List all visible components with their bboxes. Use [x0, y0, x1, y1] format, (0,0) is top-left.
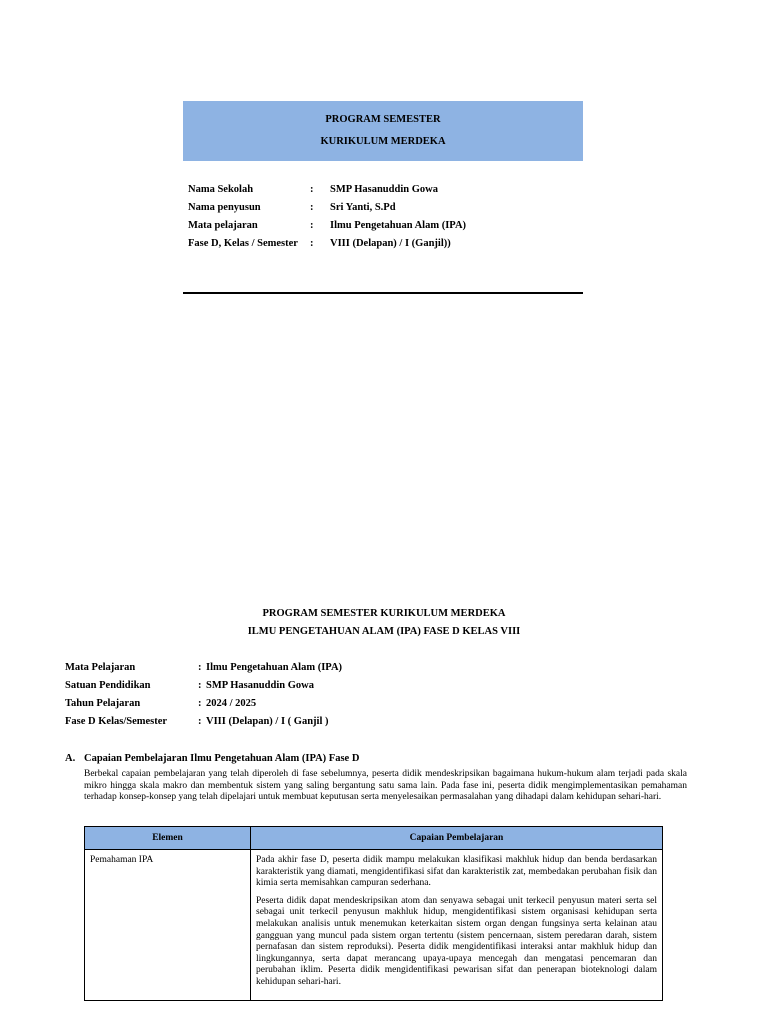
cover-title-box — [183, 101, 583, 161]
info-label: Mata pelajaran — [188, 220, 258, 231]
meta-colon: : — [198, 680, 202, 691]
cover-info — [188, 183, 466, 255]
info-label: Fase D, Kelas / Semester — [188, 238, 298, 249]
meta-label: Tahun Pelajaran — [65, 698, 141, 709]
meta-row — [65, 661, 342, 679]
info-value: VIII (Delapan) / I (Ganjil)) — [330, 238, 451, 249]
info-colon: : — [310, 220, 314, 231]
info-label: Nama Sekolah — [188, 184, 254, 195]
capaian-table — [84, 826, 663, 1001]
info-label: Nama penyusun — [188, 202, 261, 213]
section-a-heading — [65, 753, 359, 764]
meta-value: Ilmu Pengetahuan Alam (IPA) — [206, 662, 343, 673]
meta-row — [65, 679, 342, 697]
meta-label: Fase D Kelas/Semester — [65, 716, 168, 727]
meta-label: Satuan Pendidikan — [65, 680, 151, 691]
cover-divider — [183, 292, 583, 294]
info-value: Sri Yanti, S.Pd — [330, 202, 396, 213]
capaian-paragraph-2: Peserta didik dapat mendeskripsikan atom dan senyawa sebagai unit terkecil penyusun materi serta sel sebagai unit terkecil penyusun makhluk hidup, mengidentifikasi sistem organisasi kehidupan serta melakukan analisis untuk menemukan keterkaitan sistem organ dengan fungsinya serta kelainan atau gangguan yang muncul pada sistem organ tertentu (sistem pencernaan, sistem peredaran darah, sistem pernafasan dan sistem reproduksi). Peserta didik mengidentifikasi interaksi antar makhluk hidup dan lingkungannya, serta dapat merancang upaya-upaya mencegah dan mengatasi pencemaran dan perubahan iklim. Peserta didik mengidentifikasi pewarisan sifat dan penerapan bioteknologi dalam kehidupan sehari-hari. — [256, 895, 657, 987]
cover-info-row — [188, 183, 466, 201]
table-header-elemen: Elemen — [85, 827, 251, 850]
info-value: SMP Hasanuddin Gowa — [330, 184, 438, 195]
meta-value: 2024 / 2025 — [206, 698, 257, 709]
info-colon: : — [310, 238, 314, 249]
doc-meta — [65, 661, 342, 733]
cover-title-line1: PROGRAM SEMESTER — [325, 114, 441, 125]
meta-row — [65, 697, 342, 715]
info-colon: : — [310, 184, 314, 195]
meta-label: Mata Pelajaran — [65, 662, 136, 673]
cover-info-row — [188, 219, 466, 237]
cover-info-row — [188, 237, 466, 255]
info-colon: : — [310, 202, 314, 213]
capaian-paragraph-1: Pada akhir fase D, peserta didik mampu melakukan klasifikasi makhluk hidup dan benda berdasarkan karakteristik yang diamati, mengidentifikasi sifat dan karakteristik zat, membedakan perubahan fisik dan kimia serta memisahkan campuran sederhana. — [256, 855, 657, 889]
section-a-title: Capaian Pembelajaran Ilmu Pengetahuan Alam (IPA) Fase D — [84, 753, 360, 764]
doc-heading-2: ILMU PENGETAHUAN ALAM (IPA) FASE D KELAS VIII — [247, 626, 521, 637]
meta-colon: : — [198, 716, 202, 727]
section-a-paragraph: Berbekal capaian pembelajaran yang telah diperoleh di fase sebelumnya, peserta didik mendeskripsikan bagaimana hukum-hukum alam terjadi pada skala mikro hingga skala makro dan membentuk sistem yang saling bergantung satu sama lain. Pada fase ini, peserta didik mengimplementasikan pemahaman terhadap konsep-konsep yang telah dipelajari untuk membuat keputusan serta menyelesaikan permasalahan yang dihadapi dalam kehidupan sehari-hari. — [84, 769, 687, 803]
meta-row — [65, 715, 342, 733]
meta-value: VIII (Delapan) / I ( Ganjil ) — [206, 716, 329, 727]
cover-title-line2: KURIKULUM MERDEKA — [320, 136, 446, 147]
meta-value: SMP Hasanuddin Gowa — [206, 680, 314, 691]
table-row — [85, 850, 663, 1001]
cover-info-row — [188, 201, 466, 219]
section-a-marker: A. — [65, 753, 76, 764]
doc-heading-1: PROGRAM SEMESTER KURIKULUM MERDEKA — [262, 608, 506, 619]
table-cell-capaian — [251, 850, 663, 1001]
table-header-capaian: Capaian Pembelajaran — [251, 827, 663, 850]
table-cell-element: Pemahaman IPA — [85, 850, 251, 1001]
meta-colon: : — [198, 662, 202, 673]
info-value: Ilmu Pengetahuan Alam (IPA) — [330, 220, 467, 231]
table-header-row — [85, 827, 663, 850]
meta-colon: : — [198, 698, 202, 709]
